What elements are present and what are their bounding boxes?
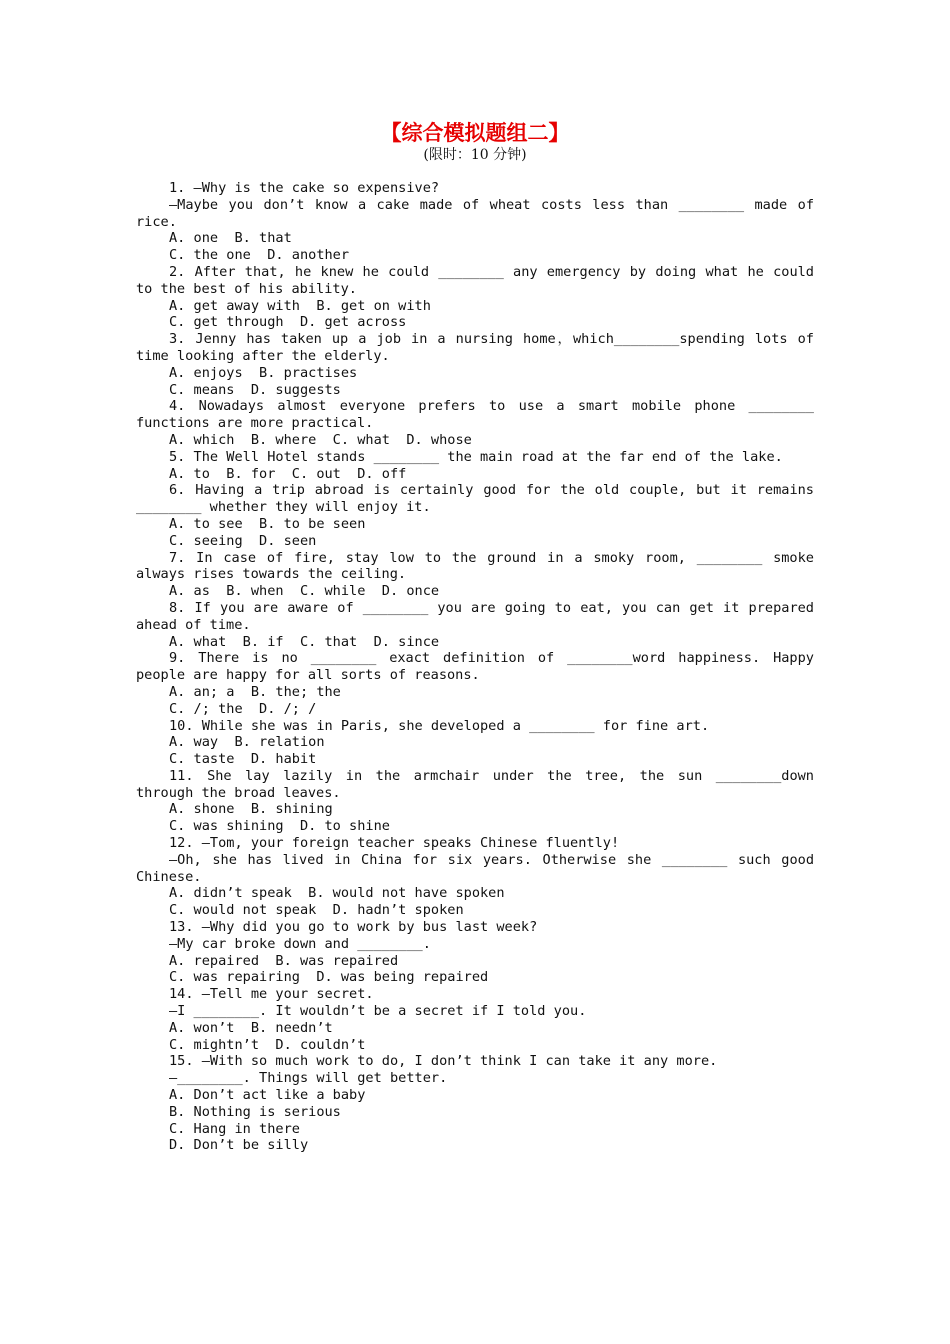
text-line: A. what B. if C. that D. since <box>169 633 440 650</box>
text-line: A. won’t B. needn’t <box>169 1019 333 1036</box>
text-line: C. would not speak D. hadn’t spoken <box>169 902 464 919</box>
text-line: 11. She lay lazily in the armchair under the tree, the sun ________down <box>169 767 814 784</box>
text-line: —My car broke down and ________. <box>169 935 431 952</box>
text-line: A. enjoys B. practises <box>169 364 358 381</box>
text-line: C. taste D. habit <box>169 751 317 768</box>
text-line: A. repaired B. was repaired <box>169 952 399 969</box>
text-line: 15. —With so much work to do, I don’t think I can take it any more. <box>169 1053 718 1070</box>
text-line: C. seeing D. seen <box>169 532 317 549</box>
text-line: ________ whether they will enjoy it. <box>136 499 431 516</box>
text-line: D. Don’t be silly <box>169 1137 309 1154</box>
text-line: C. means D. suggests <box>169 381 341 398</box>
text-line: 6. Having a trip abroad is certainly good for the old couple, but it remains <box>169 482 814 499</box>
text-line: A. didn’t speak B. would not have spoken <box>169 885 505 902</box>
text-line: 3. Jenny has taken up a job in a nursing home，which________spending lots of <box>169 331 814 348</box>
text-line: A. to B. for C. out D. off <box>169 465 407 482</box>
text-line: C. was repairing D. was being repaired <box>169 969 489 986</box>
text-line: 12. —Tom, your foreign teacher speaks Chinese fluently! <box>169 835 620 852</box>
text-line: to the best of his ability. <box>136 280 357 297</box>
text-line: —________. Things will get better. <box>169 1070 448 1087</box>
text-line: 4. Nowadays almost everyone prefers to use a smart mobile phone ________ <box>169 398 814 415</box>
text-line: A. as B. when C. while D. once <box>169 583 440 600</box>
text-line: A. which B. where C. what D. whose <box>169 431 472 448</box>
text-line: ahead of time. <box>136 616 251 633</box>
text-line: time looking after the elderly. <box>136 347 390 364</box>
text-line: always rises towards the ceiling. <box>136 566 407 583</box>
text-line: C. /; the D. /; / <box>169 700 317 717</box>
text-line: 8. If you are aware of ________ you are going to eat, you can get it prepared <box>169 599 814 616</box>
text-line: —Maybe you don’t know a cake made of wheat costs less than ________ made of <box>169 196 814 213</box>
text-line: people are happy for all sorts of reasons. <box>136 667 480 684</box>
text-line: rice. <box>136 213 177 230</box>
text-line: 9. There is no ________ exact definition of ________word happiness. Happy <box>169 650 814 667</box>
text-line: A. Don’t act like a baby <box>169 1087 366 1104</box>
time-limit-subtitle: (限时：10 分钟) <box>423 147 527 163</box>
text-line: C. get through D. get across <box>169 314 407 331</box>
text-line: A. shone B. shining <box>169 801 333 818</box>
text-line: 13. —Why did you go to work by bus last week? <box>169 919 538 936</box>
text-line: Chinese. <box>136 868 202 885</box>
text-line: functions are more practical. <box>136 415 374 432</box>
text-line: 14. —Tell me your secret. <box>169 986 374 1003</box>
text-line: A. get away with B. get on with <box>169 297 431 314</box>
text-line: C. was shining D. to shine <box>169 818 390 835</box>
text-line: 7. In case of fire, stay low to the ground in a smoky room, ________ smoke <box>169 549 814 566</box>
text-line: C. mightn’t D. couldn’t <box>169 1036 366 1053</box>
page-title: 【综合模拟题组二】 <box>380 120 570 145</box>
text-line: A. an; a B. the; the <box>169 683 341 700</box>
text-line: 2. After that, he knew he could ________ any emergency by doing what he could <box>169 263 814 280</box>
text-line: A. way B. relation <box>169 734 325 751</box>
text-line: C. Hang in there <box>169 1120 300 1137</box>
text-line: 10. While she was in Paris, she developed a ________ for fine art. <box>169 717 710 734</box>
text-line: —Oh, she has lived in China for six years. Otherwise she ________ such good <box>169 851 814 868</box>
text-line: C. the one D. another <box>169 247 350 264</box>
question-body <box>136 180 814 1154</box>
text-line: A. one B. that <box>169 230 292 247</box>
text-line: through the broad leaves. <box>136 784 341 801</box>
text-line: 1. —Why is the cake so expensive? <box>169 180 440 196</box>
text-line: A. to see B. to be seen <box>169 515 366 532</box>
text-line: B. Nothing is serious <box>169 1103 341 1120</box>
text-line: 5. The Well Hotel stands ________ the main road at the far end of the lake. <box>169 448 783 465</box>
text-line: —I ________. It wouldn’t be a secret if I told you. <box>169 1003 587 1020</box>
